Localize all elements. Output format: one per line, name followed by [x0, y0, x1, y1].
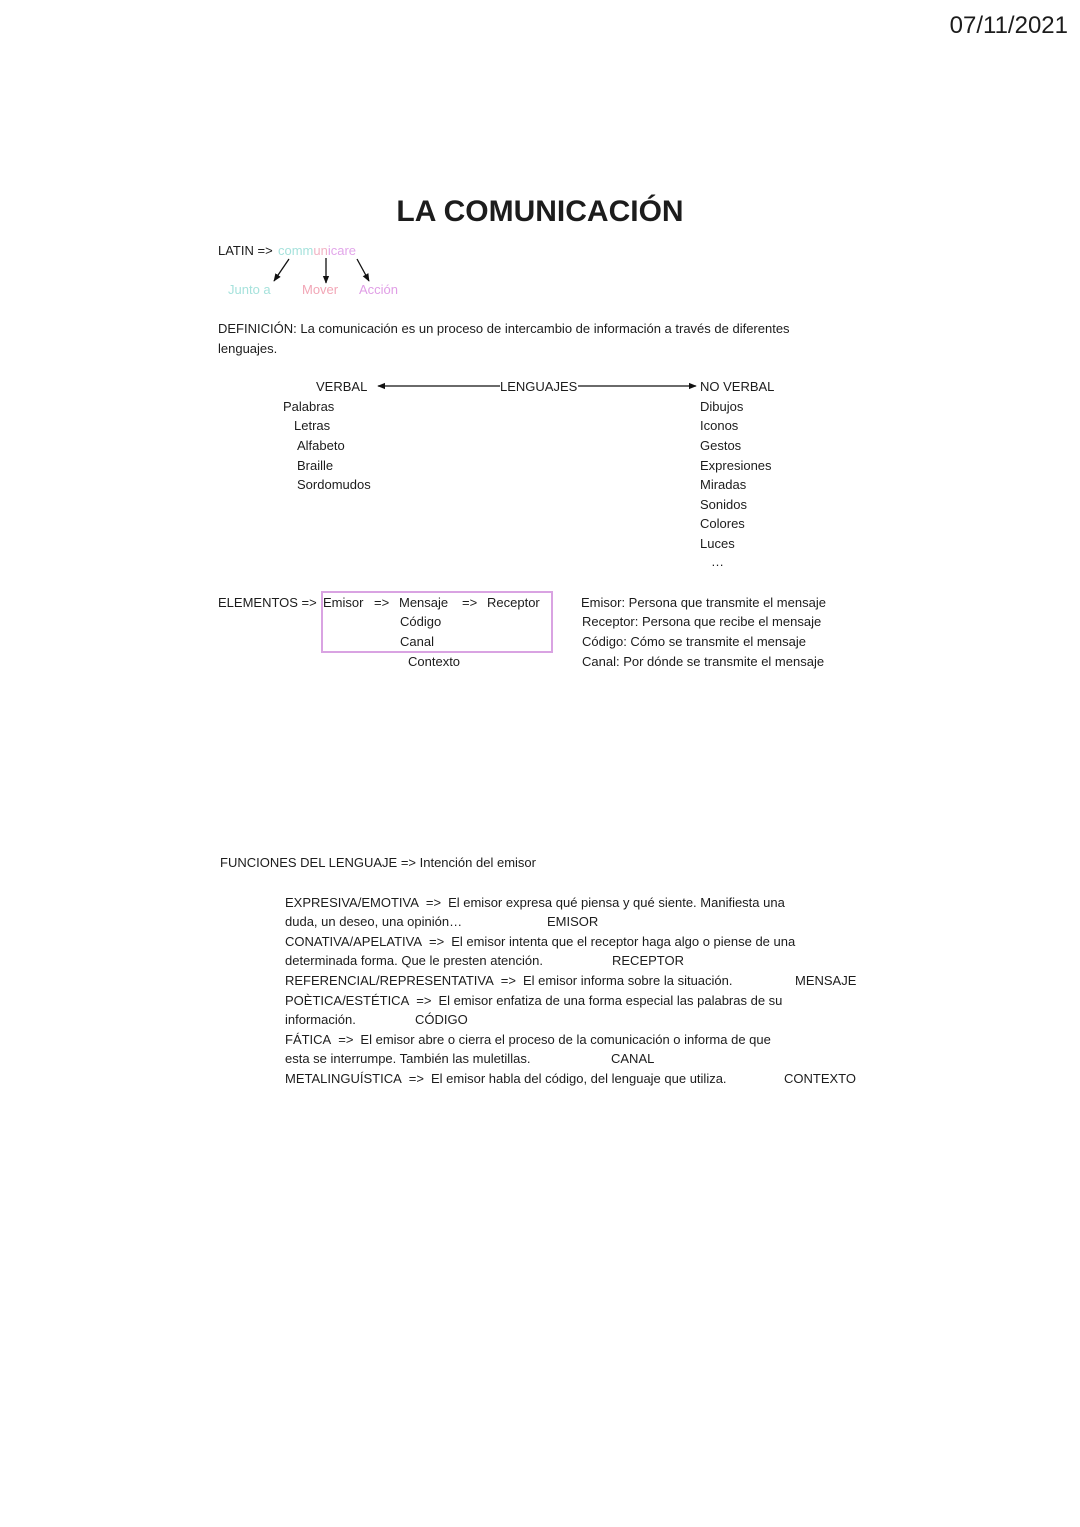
function-arrow: =>	[416, 993, 432, 1008]
no-verbal-item: Dibujos	[700, 399, 744, 414]
verbal-item: Palabras	[283, 399, 335, 414]
arrow-to-accion	[357, 259, 369, 281]
function-fatica-continuation: esta se interrumpe. También las muletillas.	[285, 1051, 531, 1066]
function-poetica-line	[285, 992, 782, 1010]
verbal-item: Alfabeto	[297, 438, 345, 453]
element-mensaje: Mensaje	[399, 595, 449, 610]
function-description: El emisor abre o cierra el proceso de la comunicación o informa de que	[360, 1032, 771, 1047]
function-arrow: =>	[500, 973, 516, 988]
function-conativa-continuation: determinada forma. Que le presten atención.	[285, 953, 543, 968]
verbal-item: Braille	[297, 458, 334, 473]
function-label: METALINGUÍSTICA	[285, 1071, 402, 1086]
meaning-mover: Mover	[302, 282, 339, 297]
elements-label: ELEMENTOS =>	[218, 595, 317, 610]
function-arrow: =>	[429, 934, 445, 949]
arrow-to-junto-a	[274, 259, 289, 281]
function-element-tag: EMISOR	[547, 914, 599, 929]
function-element-tag: CONTEXTO	[784, 1071, 856, 1086]
function-fatica-line	[285, 1031, 771, 1049]
element-definition: Receptor: Persona que recibe el mensaje	[582, 614, 822, 629]
verbal-heading: VERBAL	[316, 379, 368, 394]
definition-line: lenguajes.	[218, 341, 278, 356]
function-label: CONATIVA/APELATIVA	[285, 934, 423, 949]
latin-word-part: icare	[327, 243, 357, 258]
no-verbal-item: Expresiones	[700, 458, 772, 473]
no-verbal-ellipsis: …	[711, 554, 724, 569]
element-definition: Emisor: Persona que transmite el mensaje	[581, 595, 826, 610]
no-verbal-item: Miradas	[700, 477, 747, 492]
function-label: POÈTICA/ESTÉTICA	[285, 993, 410, 1008]
function-metalinguistica-line	[285, 1070, 727, 1088]
element-emisor: Emisor	[323, 595, 364, 610]
definition-line: DEFINICIÓN: La comunicación es un proceso de intercambio de información a través de diferentes	[218, 321, 790, 336]
function-element-tag: CANAL	[611, 1051, 655, 1066]
element-contexto: Contexto	[408, 654, 461, 669]
function-expresiva-continuation: duda, un deseo, una opinión…	[285, 914, 463, 929]
languages-center-label: LENGUAJES	[500, 379, 578, 394]
no-verbal-item: Luces	[700, 536, 735, 551]
latin-word-part: un	[313, 243, 328, 258]
function-element-tag: RECEPTOR	[612, 953, 684, 968]
function-description: El emisor enfatiza de una forma especial las palabras de su	[438, 993, 783, 1008]
no-verbal-heading: NO VERBAL	[700, 379, 775, 394]
function-element-tag: CÓDIGO	[415, 1012, 468, 1027]
element-definition: Canal: Por dónde se transmite el mensaje	[582, 654, 825, 669]
function-arrow: =>	[338, 1032, 354, 1047]
function-arrow: =>	[408, 1071, 424, 1086]
element-definition: Código: Cómo se transmite el mensaje	[582, 634, 806, 649]
function-element-tag: MENSAJE	[795, 973, 857, 988]
functions-heading: FUNCIONES DEL LENGUAJE => Intención del emisor	[220, 855, 536, 870]
page-date: 07/11/2021	[949, 12, 1068, 39]
function-expresiva-line	[285, 894, 785, 912]
verbal-item: Sordomudos	[297, 477, 371, 492]
function-label: EXPRESIVA/EMOTIVA	[285, 895, 419, 910]
function-poetica-continuation: información.	[285, 1012, 356, 1027]
latin-word-part: comm	[278, 243, 314, 258]
meaning-accion: Acción	[359, 282, 399, 297]
function-label: FÁTICA	[285, 1032, 332, 1047]
function-referencial-line	[285, 972, 732, 990]
function-description: El emisor intenta que el receptor haga algo o piense de una	[451, 934, 796, 949]
function-conativa-line	[285, 933, 795, 951]
no-verbal-item: Sonidos	[700, 497, 747, 512]
function-description: El emisor informa sobre la situación.	[522, 973, 733, 988]
function-label: REFERENCIAL/REPRESENTATIVA	[285, 973, 494, 988]
element-arrow: =>	[462, 595, 478, 610]
function-arrow: =>	[425, 895, 442, 910]
element-arrow: =>	[374, 595, 390, 610]
element-receptor: Receptor	[487, 595, 540, 610]
verbal-item: Letras	[294, 418, 331, 433]
page-title: LA COMUNICACIÓN	[396, 195, 684, 228]
element-codigo: Código	[400, 614, 442, 629]
etymology-prefix: LATIN =>	[218, 243, 273, 258]
element-canal: Canal	[400, 634, 434, 649]
no-verbal-item: Colores	[700, 516, 745, 531]
function-description: El emisor habla del código, del lenguaje que utiliza.	[430, 1071, 727, 1086]
meaning-junto-a: Junto a	[228, 282, 271, 297]
no-verbal-item: Gestos	[700, 438, 742, 453]
latin-word	[278, 242, 356, 260]
function-description: El emisor expresa qué piensa y qué siente. Manifiesta una	[448, 895, 785, 910]
no-verbal-item: Iconos	[700, 418, 739, 433]
